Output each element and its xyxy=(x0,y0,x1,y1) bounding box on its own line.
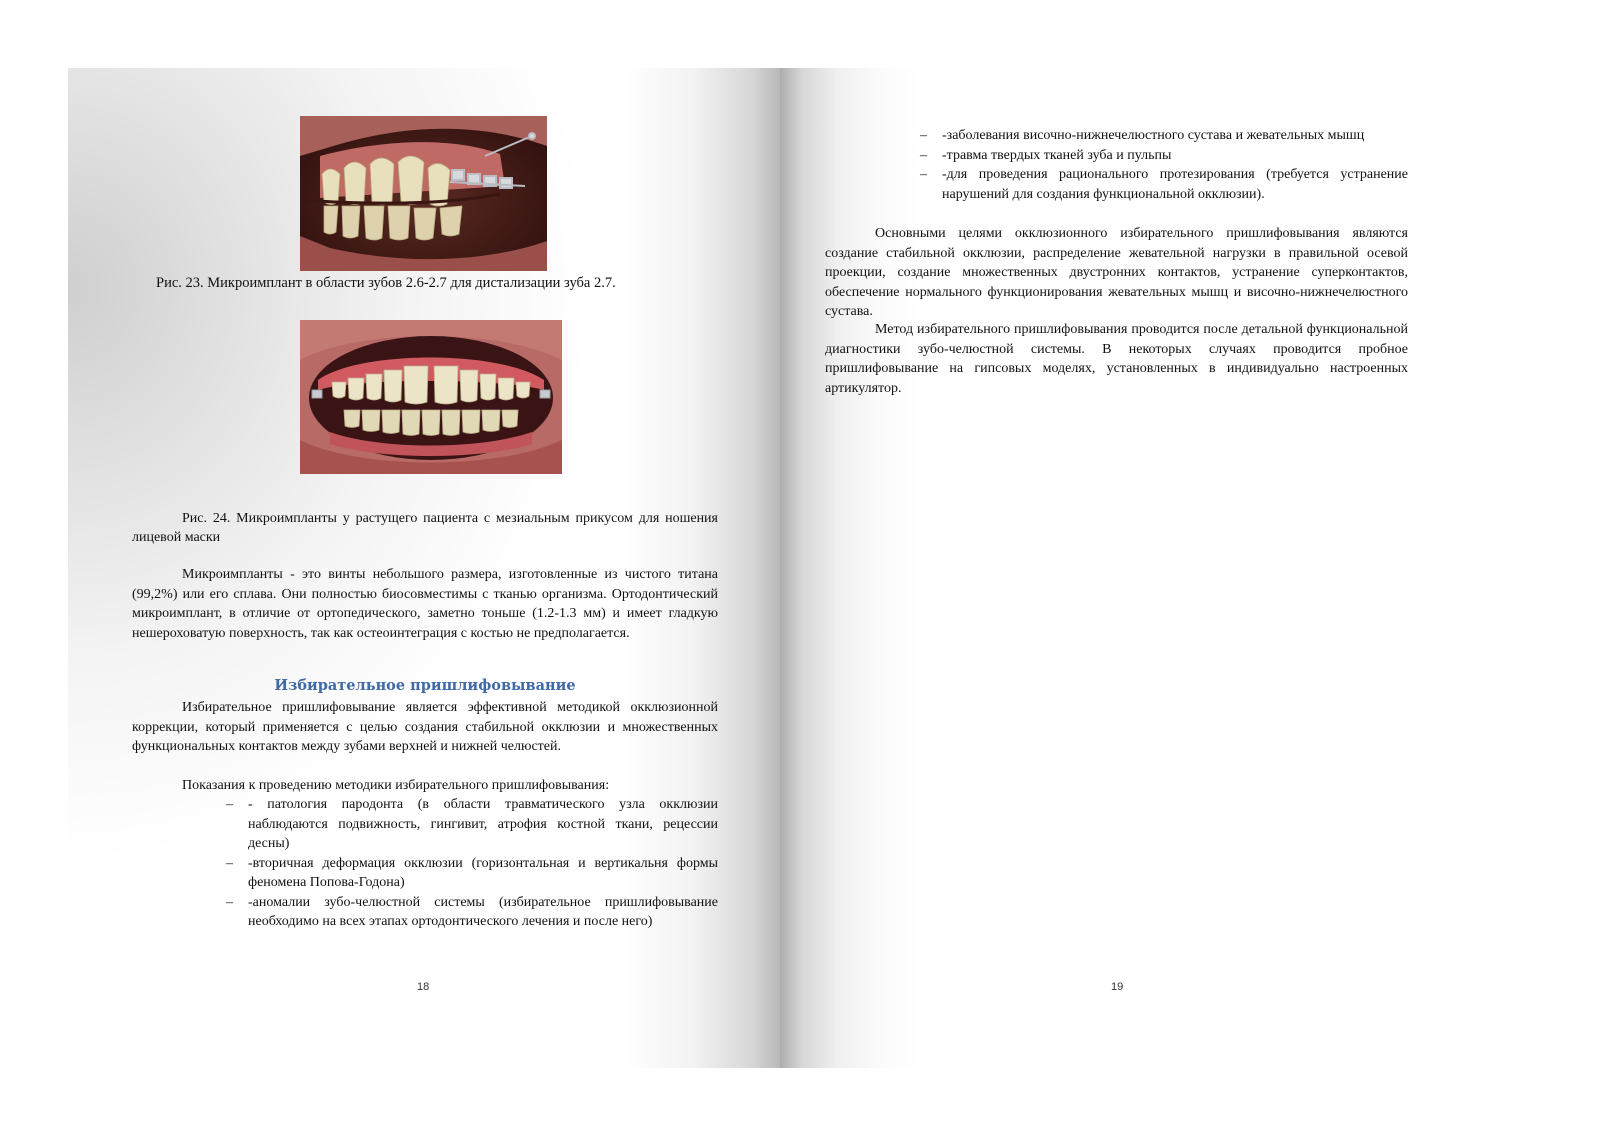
page-number-right: 19 xyxy=(1111,981,1124,993)
dash-bullet: – xyxy=(920,167,927,182)
page-number-left: 18 xyxy=(417,981,430,993)
paragraph-selective-grinding: Избирательное пришлифовывание является эффективной методикой окклюзионной коррекции, который применяется с целью создания стабильной окклюзии и множественных функциональных контактов между зубами верхней и нижней челюстей. xyxy=(132,700,718,754)
dash-bullet: – xyxy=(920,128,927,143)
book-spread xyxy=(68,68,1498,1068)
list-item: – - патология пародонта (в области травматического узла окклюзии наблюдаются подвижность, гингивит, атрофия костной ткани, рецессии десны) xyxy=(226,797,718,851)
section-heading: Избирательное пришлифовывание xyxy=(274,677,576,694)
indications-list-left xyxy=(226,795,718,932)
microimplants-front-view-image xyxy=(300,320,562,474)
list-item: – -для проведения рационального протезирования (требуется устранение нарушений для создания функциональной окклюзии). xyxy=(920,167,1408,202)
microimplant-side-view-image xyxy=(300,116,547,271)
dash-bullet: – xyxy=(226,797,233,812)
figure-23-caption: Рис. 23. Микроимплант в области зубов 2.6-2.7 для дистализации зуба 2.7. xyxy=(156,275,616,291)
list-item: – -вторичная деформация окклюзии (горизонтальная и вертикальня формы феномена Попова-Годона) xyxy=(226,855,718,890)
paragraph-indications-intro: Показания к проведению методики избирательного пришлифовывания: xyxy=(182,778,610,793)
list-item: – -травма твердых тканей зуба и пульпы xyxy=(920,146,1408,166)
paragraph-microimplants: Микроимпланты - это винты небольшого размера, изготовленные из чистого титана (99,2%) или его сплава. Они полностью биосовместимы с тканью организма. Ортодонтический микроимплант, в отличие от ортопедического, заметно тоньше (1.2-1.3 мм) и имеет гладкую нешероховатую поверхность, так как остеоинтеграция с костью не предполагается. xyxy=(132,567,718,641)
dash-bullet: – xyxy=(226,855,233,871)
paragraph-method: Метод избирательного пришлифовывания проводится после детальной функциональной диагностики зубо-челюстной системы. В некоторых случаях проводится пробное пришлифовывание на гипсовых моделях, установленных в индивидуально настроенных артикулятор. xyxy=(825,322,1408,396)
figure-24-caption: Рис. 24. Микроимпланты у растущего пациента с мезиальным прикусом для ношения лицевой маски xyxy=(132,511,718,545)
figure-23-photo xyxy=(300,116,547,271)
dash-bullet: – xyxy=(226,894,233,910)
list-item: – -заболевания височно-нижнечелюстного сустава и жевательных мышц xyxy=(920,126,1408,146)
left-page xyxy=(68,68,780,1068)
figure-24-photo xyxy=(300,320,562,474)
dash-bullet: – xyxy=(920,147,927,163)
list-item: – -аномалии зубо-челюстной системы (избирательное пришлифовывание необходимо на всех этапах ортодонтического лечения и после него) xyxy=(226,894,718,929)
right-page xyxy=(780,68,1498,1068)
indications-list-right xyxy=(920,126,1408,204)
paragraph-goals: Основными целями окклюзионного избирательного пришлифовывания являются создание стабильной окклюзии, распределение жевательной нагрузки в правильной осевой проекции, создание множественных двустронних контактов, устранение суперконтактов, обеспечение нормального функционирования жевательных мышц и височно-нижнечелюстного сустава. xyxy=(825,226,1408,319)
